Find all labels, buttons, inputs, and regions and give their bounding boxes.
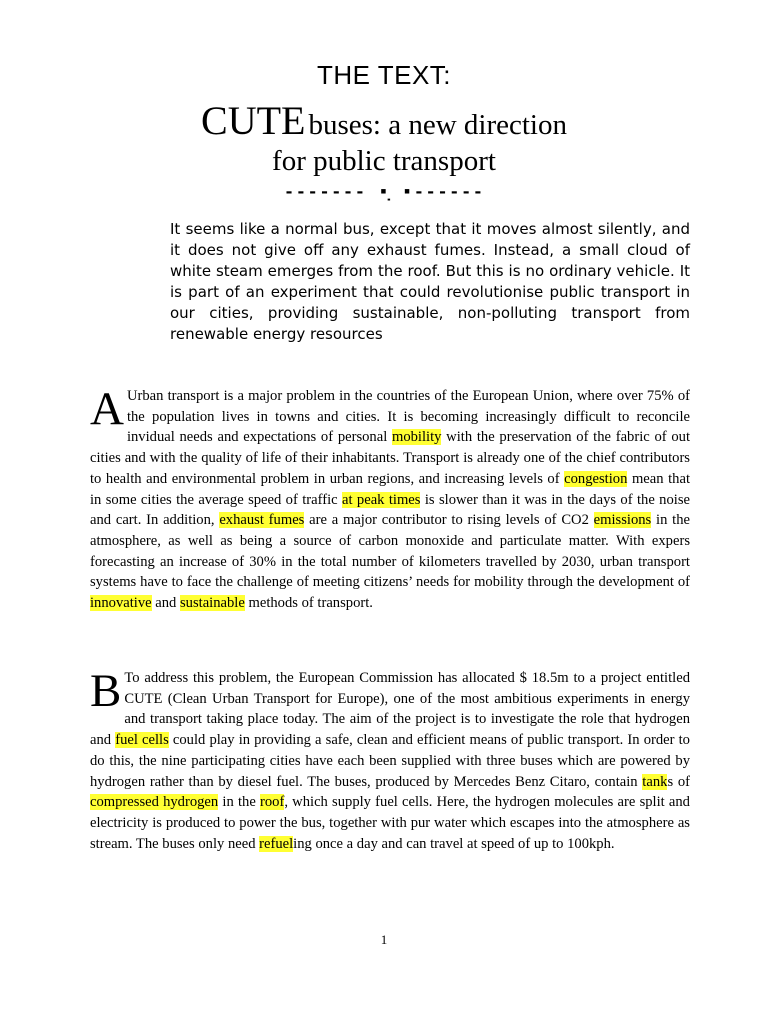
highlight-peak-times: at peak times (342, 491, 421, 508)
body-text: and (151, 595, 180, 612)
dropcap-a: A (90, 383, 124, 435)
body-text: are a major contributor to rising levels of CO2 (304, 512, 594, 529)
highlight-emissions: emissions (593, 512, 652, 529)
section-b-paragraph (90, 665, 690, 854)
body-text: To address this problem, the European Commission has allocated $ 18.5m to a project entitled CUTE (Clean Urban Transport for Europe), one of the most ambitious experiments in energy and transport taking place today. The aim of the project is to investigate the role that hydrogen and (90, 670, 690, 749)
section-a-paragraph (90, 383, 690, 614)
highlight-congestion: congestion (564, 470, 628, 487)
title-text: buses: a new direction (308, 109, 567, 141)
document-title (0, 97, 768, 144)
body-text: s of (667, 773, 690, 790)
body-text: is slower than it was in the days of the noise and cart. In addition, (90, 491, 690, 529)
body-text: with the preservation of the fabric of out cities and with the quality of life of their inhabitants. Transport is already one of the chief contributors to health and environmental problem in urban regions, and increasing levels of (90, 429, 690, 487)
title-acronym: CUTE (201, 98, 306, 143)
body-text: in the (218, 794, 260, 811)
dropcap-b: B (90, 665, 122, 717)
highlight-compressed-hydrogen: compressed hydrogen (90, 794, 219, 811)
body-text: ing once a day and can travel at speed of up to 100kph. (293, 835, 615, 852)
highlight-fuel-cells: fuel cells (115, 732, 169, 749)
body-text: mean that in some cities the average speed of traffic (90, 470, 690, 508)
intro-paragraph: It seems like a normal bus, except that it moves almost silently, and it does not give off any exhaust fumes. Instead, a small cloud of white steam emerges from the roof. But this is no ordinary vehicle. It is part of an experiment that could revolutionise public transport in our cities, providing sustainable, non-polluting transport from renewable energy resources (170, 220, 690, 343)
heading-label: THE TEXT: (316, 60, 452, 90)
highlight-sustainable: sustainable (179, 595, 245, 612)
highlight-tank: tank (642, 773, 668, 790)
body-text: methods of transport. (244, 595, 373, 612)
document-title-line2: for public transport (272, 145, 496, 177)
highlight-innovative: innovative (90, 595, 152, 612)
separator: ------- ▪̣ ▪------ (283, 183, 485, 203)
page-number: 1 (380, 932, 388, 947)
highlight-mobility: mobility (391, 429, 442, 446)
body-text: , which supply fuel cells. Here, the hydrogen molecules are split and electricity is produced to power the bus, together with pur water which escapes into the atmosphere as stream. The buses only need (90, 794, 690, 852)
highlight-exhaust-fumes: exhaust fumes (219, 512, 305, 529)
highlight-roof: roof (260, 794, 285, 811)
body-text: in the atmosphere, as well as being a source of carbon monoxide and particulate matter. With expers forecasting an increase of 30% in the total number of kilometers travelled by 2030, urban transport systems have to face the challenge of meeting citizens’ needs for mobility through the development of (90, 512, 690, 591)
highlight-refuel: refuel (259, 835, 294, 852)
body-text: Urban transport is a major problem in the countries of the European Union, where over 75% of the population lives in towns and cities. It is becoming increasingly difficult to reconcile invidual needs and expectations of personal (126, 388, 690, 446)
body-text: could play in providing a safe, clean and efficient means of public transport. In order to do this, the nine participating cities have each been supplied with three buses which are powered by hydrogen rather than by diesel fuel. The buses, produced by Mercedes Benz Citaro, contain (90, 732, 690, 790)
